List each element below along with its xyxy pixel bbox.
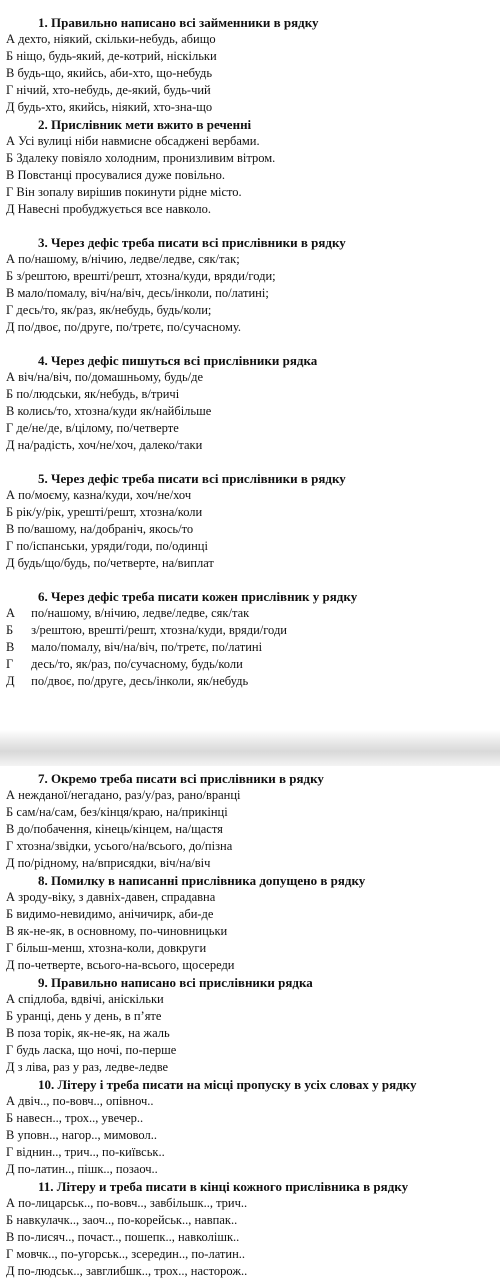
option-letter: Б xyxy=(6,1009,14,1023)
option-text: по-латин.., пішк.., позаоч.. xyxy=(17,1162,158,1176)
option-text: по/нашому, в/нічию, ледве/ледве, сяк/так; xyxy=(18,252,240,266)
question-title: 9. Правильно написано всі прислівники рядка xyxy=(38,975,313,990)
option-letter: А xyxy=(6,252,16,266)
answer-option xyxy=(0,538,500,555)
answer-option xyxy=(0,889,500,906)
option-text: на/радість, хоч/не/хоч, далеко/таки xyxy=(17,438,203,452)
answer-option xyxy=(0,838,500,855)
option-letter: Г xyxy=(6,303,14,317)
option-letter: Б xyxy=(6,1213,14,1227)
answer-option xyxy=(0,31,500,48)
option-letter: А xyxy=(6,488,16,502)
option-text: по/людськи, як/небудь, в/тричі xyxy=(16,387,180,401)
answer-option xyxy=(0,184,500,201)
answer-option xyxy=(0,1093,500,1110)
answer-option xyxy=(0,622,500,639)
answer-option xyxy=(0,957,500,974)
answer-option xyxy=(0,1008,500,1025)
answer-option xyxy=(0,940,500,957)
option-letter: В xyxy=(6,168,15,182)
option-letter: Г xyxy=(6,421,14,435)
answer-option xyxy=(0,319,500,336)
question-title: 3. Через дефіс треба писати всі прислівники в рядку xyxy=(38,235,346,250)
option-text: нічий, хто-небудь, де-який, будь-чий xyxy=(16,83,211,97)
option-letter: Г xyxy=(6,185,14,199)
option-text: колись/то, хтозна/куди як/найбільше xyxy=(17,404,212,418)
page-gap xyxy=(0,730,500,766)
answer-option xyxy=(0,82,500,99)
question-3 xyxy=(0,234,500,336)
option-letter: Б xyxy=(6,805,14,819)
answer-option xyxy=(0,855,500,872)
option-text: будь-хто, якийсь, ніякий, хто-зна-що xyxy=(17,100,213,114)
option-text: будь ласка, що ночі, по-перше xyxy=(16,1043,177,1057)
option-letter: Д xyxy=(6,556,15,570)
question-5 xyxy=(0,470,500,572)
answer-option xyxy=(0,99,500,116)
option-letter: А xyxy=(6,370,16,384)
option-letter: Б xyxy=(6,623,14,637)
question-8 xyxy=(0,872,500,974)
answer-option xyxy=(0,420,500,437)
option-text: мало/помалу, віч/на/віч, десь/інколи, по/латині; xyxy=(17,286,269,300)
option-text: рік/у/рік, урешті/решт, хтозна/коли xyxy=(16,505,203,519)
answer-option xyxy=(0,1263,500,1280)
answer-option xyxy=(0,48,500,65)
answer-option xyxy=(0,1042,500,1059)
question-10 xyxy=(0,1076,500,1178)
option-text: десь/то, як/раз, як/небудь, будь/коли; xyxy=(16,303,212,317)
answer-option xyxy=(0,821,500,838)
answer-option xyxy=(0,369,500,386)
answer-option xyxy=(0,251,500,268)
option-text: ніщо, будь-який, де-котрий, ніскільки xyxy=(16,49,217,63)
option-letter: Г xyxy=(6,1247,14,1261)
option-text: по/рідному, на/вприсядки, віч/на/віч xyxy=(17,856,211,870)
question-6 xyxy=(0,588,500,690)
option-text: мало/помалу, віч/на/віч, по/третє, по/латині xyxy=(31,640,263,654)
option-text: де/не/де, в/цілому, по/четверте xyxy=(16,421,179,435)
answer-option xyxy=(0,487,500,504)
option-text: до/побачення, кінець/кінцем, на/щастя xyxy=(17,822,223,836)
option-text: десь/то, як/раз, по/сучасному, будь/коли xyxy=(31,657,243,671)
option-text: по-лисяч.., почаст.., пошепк.., навколішк.. xyxy=(17,1230,240,1244)
question-1 xyxy=(0,14,500,116)
option-letter: Г xyxy=(6,83,14,97)
answer-option xyxy=(0,1025,500,1042)
option-letter: А xyxy=(6,134,16,148)
answer-option xyxy=(0,268,500,285)
answer-option xyxy=(0,504,500,521)
option-text: з/рештою, врешті/решт, хтозна/куди, вряди/годи; xyxy=(16,269,276,283)
answer-option xyxy=(0,906,500,923)
answer-option xyxy=(0,1059,500,1076)
question-9 xyxy=(0,974,500,1076)
question-title: 8. Помилку в написанні прислівника допущено в рядку xyxy=(38,873,366,888)
option-letter: В xyxy=(6,822,15,836)
option-letter: Д xyxy=(6,958,15,972)
option-text: будь-що, якийсь, аби-хто, що-небудь xyxy=(17,66,213,80)
answer-option xyxy=(0,1127,500,1144)
option-text: будь/що/будь, по/четверте, на/виплат xyxy=(17,556,214,570)
option-text: Він зопалу вирішив покинути рідне місто. xyxy=(16,185,242,199)
option-letter: В xyxy=(6,286,15,300)
option-text: віч/на/віч, по/домашньому, будь/де xyxy=(18,370,204,384)
answer-option xyxy=(0,201,500,218)
option-text: мовчк.., по-угорськ.., зсередин.., по-латин.. xyxy=(16,1247,246,1261)
option-text: по-лицарськ.., по-вовч.., завбільшк.., трич.. xyxy=(18,1196,248,1210)
answer-option xyxy=(0,673,500,690)
answer-option xyxy=(0,150,500,167)
option-letter: Д xyxy=(6,856,15,870)
answer-option xyxy=(0,133,500,150)
option-text: двіч.., по-вовч.., опівноч.. xyxy=(18,1094,154,1108)
answer-option xyxy=(0,1246,500,1263)
question-2 xyxy=(0,116,500,218)
option-text: з ліва, раз у раз, ледве-ледве xyxy=(17,1060,169,1074)
question-title: 2. Прислівник мети вжито в реченні xyxy=(38,117,252,132)
option-text: Усі вулиці ніби навмисне обсаджені вербами. xyxy=(18,134,260,148)
option-text: по/двоє, по/друге, по/третє, по/сучасному. xyxy=(17,320,242,334)
option-letter: Д xyxy=(6,1162,15,1176)
option-text: віднин.., трич.., по-київськ.. xyxy=(16,1145,165,1159)
option-letter: Г xyxy=(6,657,14,671)
option-letter: А xyxy=(6,992,16,1006)
question-title: 10. Літеру і треба писати на місці пропуску в усіх словах у рядку xyxy=(38,1077,417,1092)
option-text: як-не-як, в основному, по-чиновницьки xyxy=(17,924,228,938)
answer-option xyxy=(0,639,500,656)
answer-option xyxy=(0,65,500,82)
option-text: хтозна/звідки, усього/на/всього, до/пізна xyxy=(16,839,233,853)
question-title: 6. Через дефіс треба писати кожен прислівник у рядку xyxy=(38,589,358,604)
question-11 xyxy=(0,1178,500,1280)
option-letter: Д xyxy=(6,1264,15,1278)
option-text: більш-менш, хтозна-коли, довкруги xyxy=(16,941,207,955)
option-letter: Д xyxy=(6,320,15,334)
answer-option xyxy=(0,1161,500,1178)
option-letter: Д xyxy=(6,202,15,216)
question-title: 7. Окремо треба писати всі прислівники в рядку xyxy=(38,771,324,786)
option-letter: А xyxy=(6,606,16,620)
answer-option xyxy=(0,991,500,1008)
option-letter: Б xyxy=(6,151,14,165)
option-text: по/вашому, на/добраніч, якось/то xyxy=(17,522,194,536)
question-title: 4. Через дефіс пишуться всі прислівники рядка xyxy=(38,353,318,368)
option-letter: Д xyxy=(6,100,15,114)
option-letter: А xyxy=(6,890,16,904)
option-text: уранці, день у день, в п’яте xyxy=(16,1009,162,1023)
option-text: сам/на/сам, без/кінця/краю, на/прикінці xyxy=(16,805,228,819)
option-letter: В xyxy=(6,1026,15,1040)
option-text: Здалеку повіяло холодним, пронизливим вітром. xyxy=(16,151,276,165)
option-text: по-людськ.., завглибшк.., трох.., насторож.. xyxy=(17,1264,248,1278)
option-letter: Г xyxy=(6,539,14,553)
option-letter: В xyxy=(6,522,15,536)
answer-option xyxy=(0,1110,500,1127)
option-letter: В xyxy=(6,640,15,654)
option-text: навкулачк.., заоч.., по-корейськ.., навпак.. xyxy=(16,1213,238,1227)
option-letter: А xyxy=(6,1196,16,1210)
option-text: видимо-невидимо, анічичирк, аби-де xyxy=(16,907,214,921)
answer-option xyxy=(0,386,500,403)
option-letter: Г xyxy=(6,839,14,853)
option-text: по/нашому, в/нічию, ледве/ледве, сяк/так xyxy=(31,606,250,620)
option-letter: Д xyxy=(6,1060,15,1074)
option-letter: Б xyxy=(6,387,14,401)
answer-option xyxy=(0,1144,500,1161)
option-letter: А xyxy=(6,1094,16,1108)
answer-option xyxy=(0,285,500,302)
answer-option xyxy=(0,1229,500,1246)
question-4 xyxy=(0,352,500,454)
answer-option xyxy=(0,167,500,184)
question-title: 11. Літеру и треба писати в кінці кожного прислівника в рядку xyxy=(38,1179,409,1194)
option-letter: Б xyxy=(6,505,14,519)
option-letter: В xyxy=(6,1230,15,1244)
option-text: спідлоба, вдвічі, аніскільки xyxy=(18,992,164,1006)
option-letter: Б xyxy=(6,1111,14,1125)
option-letter: Б xyxy=(6,907,14,921)
answer-option xyxy=(0,656,500,673)
option-text: по/двоє, по/друге, десь/інколи, як/небудь xyxy=(31,674,249,688)
answer-option xyxy=(0,923,500,940)
option-letter: Г xyxy=(6,1043,14,1057)
option-letter: А xyxy=(6,788,16,802)
option-letter: Г xyxy=(6,1145,14,1159)
question-title: 1. Правильно написано всі займенники в рядку xyxy=(38,15,319,30)
option-text: навесн.., трох.., увечер.. xyxy=(16,1111,144,1125)
question-title: 5. Через дефіс треба писати всі прислівники в рядку xyxy=(38,471,346,486)
answer-option xyxy=(0,302,500,319)
option-text: нежданої/негадано, раз/у/раз, рано/вранці xyxy=(18,788,241,802)
option-text: з/рештою, врешті/решт, хтозна/куди, вряди/годи xyxy=(31,623,287,637)
option-letter: В xyxy=(6,924,15,938)
option-text: зроду-віку, з давніх-давен, спрадавна xyxy=(18,890,216,904)
option-text: Навесні пробуджується все навколо. xyxy=(17,202,211,216)
option-letter: А xyxy=(6,32,16,46)
option-letter: В xyxy=(6,404,15,418)
answer-option xyxy=(0,437,500,454)
option-text: уповн.., нагор.., мимовол.. xyxy=(17,1128,157,1142)
answer-option xyxy=(0,521,500,538)
answer-option xyxy=(0,605,500,622)
option-text: Повстанці просувалися дуже повільно. xyxy=(17,168,226,182)
option-text: по/іспанськи, уряди/годи, по/одинці xyxy=(16,539,208,553)
answer-option xyxy=(0,403,500,420)
option-letter: Д xyxy=(6,438,15,452)
answer-option xyxy=(0,787,500,804)
answer-option xyxy=(0,1195,500,1212)
answer-option xyxy=(0,804,500,821)
option-letter: Б xyxy=(6,49,14,63)
option-text: поза торік, як-не-як, на жаль xyxy=(17,1026,170,1040)
option-text: по-четверте, всього-на-всього, щосереди xyxy=(17,958,235,972)
option-letter: В xyxy=(6,66,15,80)
question-7 xyxy=(0,770,500,872)
option-letter: В xyxy=(6,1128,15,1142)
answer-option xyxy=(0,1212,500,1229)
option-letter: Г xyxy=(6,941,14,955)
answer-option xyxy=(0,555,500,572)
option-letter: Д xyxy=(6,674,15,688)
option-text: дехто, ніякий, скільки-небудь, абищо xyxy=(18,32,216,46)
option-text: по/моєму, казна/куди, хоч/не/хоч xyxy=(18,488,192,502)
option-letter: Б xyxy=(6,269,14,283)
